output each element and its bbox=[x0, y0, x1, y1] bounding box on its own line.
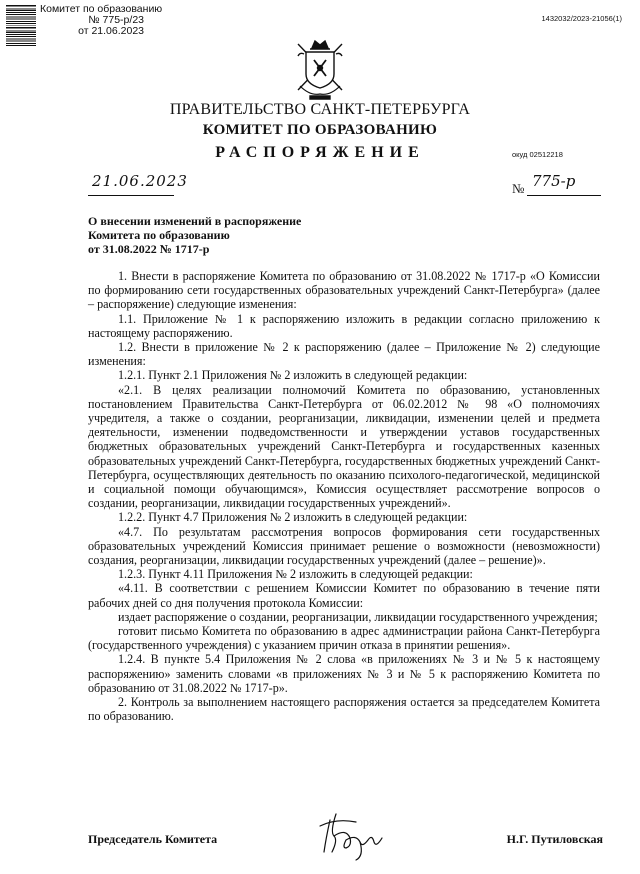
registration-stamp bbox=[6, 3, 163, 46]
committee-title: КОМИТЕТ ПО ОБРАЗОВАНИЮ bbox=[202, 122, 438, 138]
document-subject bbox=[88, 214, 301, 256]
paragraph-1-2-3: 1.2.3. Пункт 4.11 Приложения № 2 изложить в следующей редакции: bbox=[118, 567, 473, 582]
paragraph-4-11-item-1: издает распоряжение о создании, реорганизации, ликвидации государственного учреждения; bbox=[118, 609, 598, 624]
stamp-line-3: от 21.06.2023 bbox=[78, 25, 144, 37]
paragraph-2: 2. Контроль за выполнением настоящего распоряжения остается за председателем Комитета по образованию. bbox=[88, 695, 600, 724]
paragraph-1-2-4: 1.2.4. В пункте 5.4 Приложения № 2 слова «в приложениях № 3 и № 5 к настоящему распоряжению» заменить словами «в приложениях № 3 и № 5 к распоряжению Комитета по образованию от 31.08.2022 № 1717-р». bbox=[88, 652, 600, 695]
paragraph-1: 1. Внести в распоряжение Комитета по образованию от 31.08.2022 № 1717-р «О Комиссии по формированию сети государственных образовательных учреждений Санкт-Петербурга» (далее – распоряжение) следующие изменения: bbox=[88, 269, 600, 312]
stamp-line-1: Комитет по образованию bbox=[40, 3, 163, 15]
okud-label: окуд bbox=[512, 150, 528, 159]
subject-line-3: от 31.08.2022 № 1717-р bbox=[88, 242, 210, 256]
okud-value: 02512218 bbox=[529, 150, 563, 159]
coat-of-arms-icon bbox=[292, 38, 348, 102]
subject-line-1: О внесении изменений в распоряжение bbox=[88, 214, 302, 228]
barcode bbox=[6, 4, 36, 46]
number-label: № bbox=[512, 181, 525, 196]
paragraph-1-2: 1.2. Внести в приложение № 2 к распоряжению (далее – Приложение № 2) следующие изменения: bbox=[88, 340, 600, 369]
paragraph-2-1-quote: «2.1. В целях реализации полномочий Комитета по образованию, установленных постановлением Правительства Санкт-Петербурга от 06.02.2012 № 98 «О полномочиях учредителя, а также о создании, реорганизации, ликвидации, изменении целей и предмета деятельности, изменении подведомственности и утверждении уставов государственных бюджетных образовательных учреждений Санкт-Петербурга и государственных казенных образовательных учреждений Санкт-Петербурга, государственных бюджетных учреждений Санкт-Петербурга, осуществляющих деятельность по оказанию психолого-педагогической, медицинской и социальной помощи обучающимся», Комиссия осуществляет рассмотрение вопросов о создании, реорганизации, ликвидации государственных учреждений». bbox=[88, 382, 600, 511]
paragraph-1-2-2: 1.2.2. Пункт 4.7 Приложения № 2 изложить в следующей редакции: bbox=[118, 510, 468, 525]
paragraph-1-1: 1.1. Приложение № 1 к распоряжению изложить в редакции согласно приложению к настоящему распоряжению. bbox=[88, 311, 600, 340]
signatory-name: Н.Г. Путиловская bbox=[506, 832, 603, 846]
signatory-title: Председатель Комитета bbox=[88, 832, 218, 846]
document-code: 1432032/2023-21056(1) bbox=[541, 14, 622, 23]
registration-stamp-text bbox=[40, 3, 163, 37]
paragraph-4-11-quote: «4.11. В соответствии с решением Комиссии Комитет по образованию в течение пяти рабочих дней со дня получения протокола Комиссии: bbox=[88, 581, 600, 610]
document-body bbox=[88, 269, 600, 724]
paragraph-1-2-1: 1.2.1. Пункт 2.1 Приложения № 2 изложить в следующей редакции: bbox=[118, 368, 468, 383]
okud-code bbox=[512, 150, 563, 159]
handwritten-number: 775-р bbox=[532, 172, 576, 190]
document-type: РАСПОРЯЖЕНИЕ bbox=[215, 144, 425, 161]
handwritten-date: 21.06.2023 bbox=[92, 172, 188, 190]
paragraph-4-11-item-2: готовит письмо Комитета по образованию в адрес администрации района Санкт-Петербурга (государственного учреждения) с указанием причин отказа в принятии решения». bbox=[88, 624, 600, 653]
government-title: ПРАВИТЕЛЬСТВО САНКТ-ПЕТЕРБУРГА bbox=[169, 101, 471, 118]
stamp-line-2: № 775-р/23 bbox=[88, 14, 144, 26]
subject-line-2: Комитета по образованию bbox=[88, 228, 230, 242]
paragraph-4-7-quote: «4.7. По результатам рассмотрения вопросов формирования сети государственных образовательных учреждений Комиссия принимает решение о возможности (невозможности) создания, реорганизации, ликвидации государственных учреждений (далее – решение)». bbox=[88, 524, 600, 568]
